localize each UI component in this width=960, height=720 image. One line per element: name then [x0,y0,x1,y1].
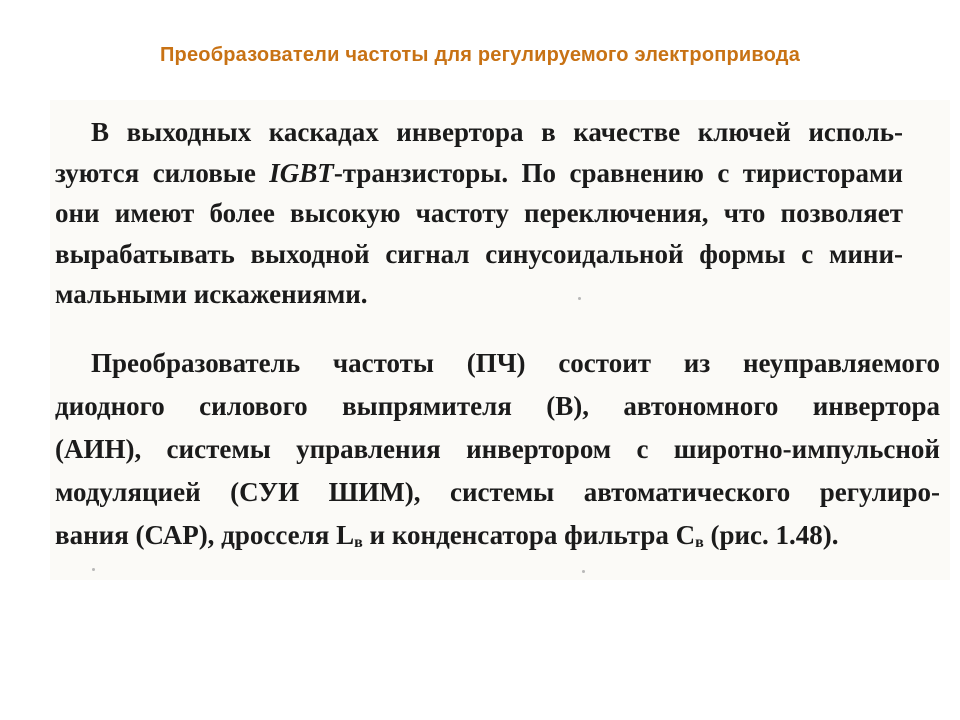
text-line: диодного силового выпрямителя (В), автономного инвертора [55,391,940,421]
scan-speck [582,570,585,573]
scan-speck [92,568,95,571]
text-line: модуляцией (СУИ ШИМ), системы автоматического регулиро- [55,477,940,507]
text-line: В выходных каскадах инвертора в качестве ключей исполь- [91,117,903,147]
paragraph-converter-structure [55,342,940,557]
text-line: вания (САР), дросселя $L_в$ и конденсатора фильтра $С_в$ (рис. 1.48). [55,520,839,551]
text-line: они имеют более высокую частоту переключения, что позволяет [55,198,903,228]
text-line: вырабатывать выходной сигнал синусоидальной формы с мини- [55,238,903,269]
text-line: (АИН), системы управления инвертором с широтно-импульсной [55,434,940,464]
text-line: зуются силовые IGBT-транзисторы. По сравнению с тиристорами [55,157,903,188]
text-line: Преобразователь частоты (ПЧ) состоит из неуправляемого [91,348,940,378]
scan-speck [578,297,581,300]
text-line: мальными искажениями. [55,279,368,309]
slide-title: Преобразователи частоты для регулируемого электропривода [159,44,801,66]
paragraph-igbt [55,112,903,315]
